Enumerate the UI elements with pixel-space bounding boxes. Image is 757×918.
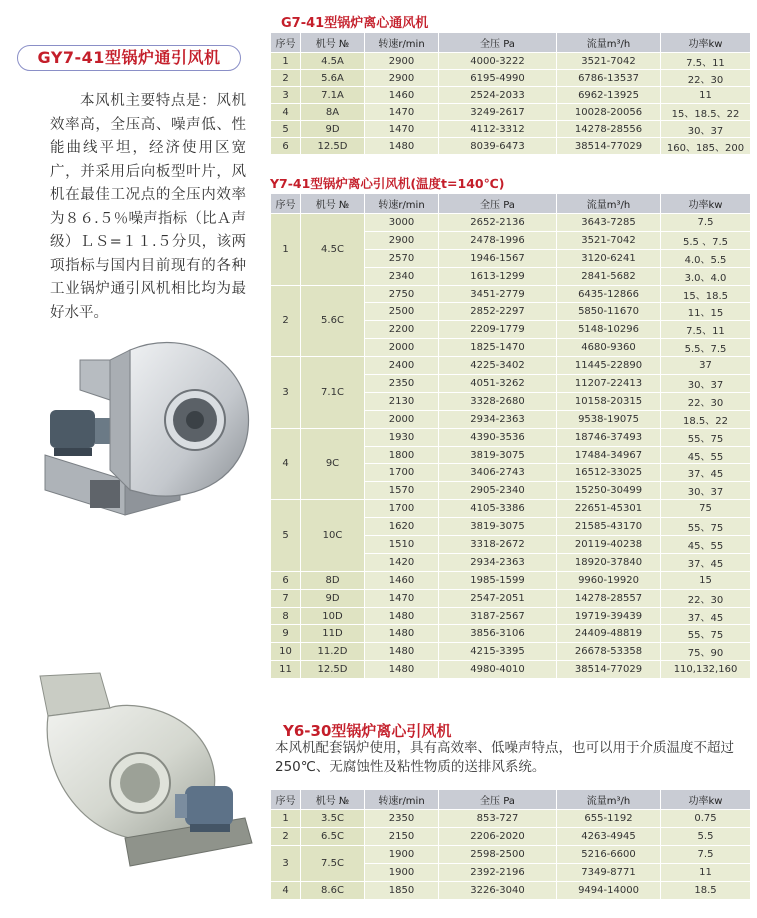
cell-pressure: 3226-3040 (439, 882, 557, 900)
cell-power: 37、45 (661, 553, 751, 571)
table3-title: Y6-30型锅炉离心引风机 (283, 722, 452, 740)
cell-power: 5.5 、7.5 (661, 231, 751, 249)
header-speed: 转速r/min (365, 33, 439, 53)
product-description-text: 本风机主要特点是：风机效率高，全压高、噪声低、性能曲线平坦，经济使用区宽广，并采用后向板型叶片，风机在最佳工况点的全压内效率为８６.５％噪声指标（比Ａ声级）ＬＳ=１１.５分贝，该两项指标与国内目前现有的各种工业锅炉通引风机相比均为最好水平。 (50, 93, 246, 321)
cell-index: 6 (271, 571, 301, 589)
cell-index: 4 (271, 882, 301, 900)
table3-description-text: 本风机配套锅炉使用，具有高效率、低噪声特点，也可以用于介质温度不超过250℃、无腐蚀性及粘性物质的送排风系统。 (275, 740, 734, 775)
cell-model: 5.6A (301, 70, 365, 87)
cell-power: 11 (661, 864, 751, 882)
cell-speed: 1930 (365, 428, 439, 446)
cell-flow: 11445-22890 (557, 357, 661, 375)
cell-flow: 3643-7285 (557, 214, 661, 232)
cell-speed: 1900 (365, 864, 439, 882)
cell-model: 12.5D (301, 661, 365, 679)
cell-speed: 1900 (365, 846, 439, 864)
header-index: 序号 (271, 194, 301, 214)
y7-41-spec-table (270, 193, 751, 679)
cell-model: 4.5C (301, 214, 365, 286)
cell-pressure: 3249-2617 (439, 104, 557, 121)
table-row (271, 607, 751, 625)
cell-flow: 9538-19075 (557, 410, 661, 428)
cell-power: 18.5、22 (661, 410, 751, 428)
cell-index: 3 (271, 357, 301, 429)
cell-power: 15、18.5 (661, 285, 751, 303)
cell-flow: 19719-39439 (557, 607, 661, 625)
centrifugal-fan-side-motor-icon (30, 668, 260, 868)
cell-index: 1 (271, 53, 301, 70)
cell-pressure: 3451-2779 (439, 285, 557, 303)
cell-index: 1 (271, 810, 301, 828)
header-speed: 转速r/min (365, 790, 439, 810)
table-row (271, 285, 751, 303)
cell-model: 5.6C (301, 285, 365, 357)
table-row (271, 428, 751, 446)
cell-flow: 655-1192 (557, 810, 661, 828)
table-row (271, 810, 751, 828)
cell-model: 6.5C (301, 828, 365, 846)
cell-power: 30、37 (661, 375, 751, 393)
cell-pressure: 4980-4010 (439, 661, 557, 679)
table-row (271, 214, 751, 232)
header-model: 机号 № (301, 194, 365, 214)
header-power: 功率kw (661, 33, 751, 53)
header-flow: 流量m³/h (557, 790, 661, 810)
cell-speed: 2000 (365, 339, 439, 357)
cell-power: 18.5 (661, 882, 751, 900)
cell-model: 8A (301, 104, 365, 121)
header-pressure: 全压 Pa (439, 194, 557, 214)
cell-flow: 9960-19920 (557, 571, 661, 589)
cell-pressure: 2206-2020 (439, 828, 557, 846)
cell-model: 11.2D (301, 643, 365, 661)
cell-speed: 2340 (365, 267, 439, 285)
cell-pressure: 4225-3402 (439, 357, 557, 375)
cell-speed: 2000 (365, 410, 439, 428)
cell-power: 15 (661, 571, 751, 589)
cell-speed: 1700 (365, 500, 439, 518)
cell-index: 11 (271, 661, 301, 679)
cell-model: 12.5D (301, 138, 365, 155)
cell-pressure: 2524-2033 (439, 87, 557, 104)
cell-flow: 15250-30499 (557, 482, 661, 500)
table-row (271, 846, 751, 864)
cell-pressure: 1825-1470 (439, 339, 557, 357)
cell-speed: 2500 (365, 303, 439, 321)
cell-speed: 1480 (365, 661, 439, 679)
cell-flow: 24409-48819 (557, 625, 661, 643)
cell-speed: 1510 (365, 536, 439, 554)
cell-speed: 2200 (365, 321, 439, 339)
cell-power: 45、55 (661, 536, 751, 554)
cell-flow: 11207-22413 (557, 375, 661, 393)
table-row (271, 87, 751, 104)
cell-power: 7.5 (661, 214, 751, 232)
cell-flow: 4680-9360 (557, 339, 661, 357)
cell-flow: 6435-12866 (557, 285, 661, 303)
cell-flow: 17484-34967 (557, 446, 661, 464)
cell-speed: 2900 (365, 70, 439, 87)
header-index: 序号 (271, 790, 301, 810)
cell-model: 8D (301, 571, 365, 589)
cell-speed: 1800 (365, 446, 439, 464)
cell-pressure: 3187-2567 (439, 607, 557, 625)
table-row (271, 571, 751, 589)
cell-speed: 1480 (365, 607, 439, 625)
table-row (271, 661, 751, 679)
cell-speed: 1620 (365, 518, 439, 536)
cell-speed: 2350 (365, 810, 439, 828)
table1-title: G7-41型锅炉离心通风机 (281, 16, 429, 31)
cell-pressure: 3328-2680 (439, 392, 557, 410)
header-model: 机号 № (301, 790, 365, 810)
cell-speed: 2900 (365, 231, 439, 249)
cell-index: 10 (271, 643, 301, 661)
cell-pressure: 2547-2051 (439, 589, 557, 607)
cell-flow: 7349-8771 (557, 864, 661, 882)
table-row (271, 357, 751, 375)
cell-speed: 2130 (365, 392, 439, 410)
cell-flow: 2841-5682 (557, 267, 661, 285)
cell-pressure: 6195-4990 (439, 70, 557, 87)
cell-model: 10D (301, 607, 365, 625)
cell-speed: 1470 (365, 589, 439, 607)
cell-index: 5 (271, 500, 301, 572)
header-speed: 转速r/min (365, 194, 439, 214)
y6-30-spec-table (270, 789, 751, 900)
cell-speed: 2150 (365, 828, 439, 846)
header-index: 序号 (271, 33, 301, 53)
g7-41-spec-table (270, 32, 751, 155)
cell-flow: 26678-53358 (557, 643, 661, 661)
table-row (271, 104, 751, 121)
cell-flow: 6962-13925 (557, 87, 661, 104)
cell-power: 7.5、11 (661, 53, 751, 70)
cell-power: 4.0、5.5 (661, 249, 751, 267)
table-row (271, 53, 751, 70)
header-power: 功率kw (661, 194, 751, 214)
cell-power: 15、18.5、22 (661, 104, 751, 121)
cell-pressure: 2392-2196 (439, 864, 557, 882)
cell-pressure: 2934-2363 (439, 410, 557, 428)
cell-model: 7.1A (301, 87, 365, 104)
cell-index: 4 (271, 104, 301, 121)
cell-flow: 18920-37840 (557, 553, 661, 571)
cell-index: 5 (271, 121, 301, 138)
cell-pressure: 1985-1599 (439, 571, 557, 589)
cell-pressure: 2934-2363 (439, 553, 557, 571)
cell-power: 5.5、7.5 (661, 339, 751, 357)
cell-speed: 1700 (365, 464, 439, 482)
cell-pressure: 853-727 (439, 810, 557, 828)
table-row (271, 138, 751, 155)
cell-power: 55、75 (661, 518, 751, 536)
cell-index: 2 (271, 70, 301, 87)
cell-model: 4.5A (301, 53, 365, 70)
cell-index: 4 (271, 428, 301, 500)
cell-speed: 2400 (365, 357, 439, 375)
cell-flow: 5850-11670 (557, 303, 661, 321)
cell-pressure: 4390-3536 (439, 428, 557, 446)
cell-speed: 1480 (365, 643, 439, 661)
cell-flow: 5148-10296 (557, 321, 661, 339)
cell-speed: 1570 (365, 482, 439, 500)
cell-speed: 1850 (365, 882, 439, 900)
cell-flow: 14278-28556 (557, 121, 661, 138)
cell-index: 6 (271, 138, 301, 155)
cell-flow: 16512-33025 (557, 464, 661, 482)
cell-model: 3.5C (301, 810, 365, 828)
header-pressure: 全压 Pa (439, 790, 557, 810)
header-flow: 流量m³/h (557, 194, 661, 214)
cell-model: 11D (301, 625, 365, 643)
cell-flow: 9494-14000 (557, 882, 661, 900)
table-row (271, 643, 751, 661)
cell-power: 7.5 (661, 846, 751, 864)
cell-pressure: 1946-1567 (439, 249, 557, 267)
cell-pressure: 2852-2297 (439, 303, 557, 321)
cell-index: 2 (271, 285, 301, 357)
cell-index: 9 (271, 625, 301, 643)
cell-pressure: 8039-6473 (439, 138, 557, 155)
cell-flow: 18746-37493 (557, 428, 661, 446)
header-pressure: 全压 Pa (439, 33, 557, 53)
cell-index: 1 (271, 214, 301, 286)
cell-power: 22、30 (661, 589, 751, 607)
cell-index: 3 (271, 87, 301, 104)
cell-pressure: 4215-3395 (439, 643, 557, 661)
cell-pressure: 4112-3312 (439, 121, 557, 138)
cell-speed: 2900 (365, 53, 439, 70)
cell-power: 110,132,160 (661, 661, 751, 679)
cell-flow: 10158-20315 (557, 392, 661, 410)
cell-power: 45、55 (661, 446, 751, 464)
cell-speed: 1480 (365, 138, 439, 155)
cell-power: 37、45 (661, 607, 751, 625)
cell-flow: 14278-28557 (557, 589, 661, 607)
cell-speed: 1480 (365, 625, 439, 643)
cell-power: 55、75 (661, 428, 751, 446)
cell-speed: 2750 (365, 285, 439, 303)
cell-pressure: 3406-2743 (439, 464, 557, 482)
centrifugal-fan-with-motor-icon (40, 330, 260, 525)
cell-pressure: 4105-3386 (439, 500, 557, 518)
cell-flow: 6786-13537 (557, 70, 661, 87)
cell-power: 0.75 (661, 810, 751, 828)
product-description (50, 90, 246, 325)
cell-pressure: 3819-3075 (439, 518, 557, 536)
cell-power: 3.0、4.0 (661, 267, 751, 285)
header-flow: 流量m³/h (557, 33, 661, 53)
cell-model: 9C (301, 428, 365, 500)
cell-model: 7.1C (301, 357, 365, 429)
table-row (271, 70, 751, 87)
cell-power: 22、30 (661, 392, 751, 410)
cell-pressure: 1613-1299 (439, 267, 557, 285)
cell-speed: 2570 (365, 249, 439, 267)
cell-speed: 1470 (365, 121, 439, 138)
table3-header-row (271, 790, 751, 810)
cell-flow: 38514-77029 (557, 138, 661, 155)
cell-pressure: 2652-2136 (439, 214, 557, 232)
cell-pressure: 2478-1996 (439, 231, 557, 249)
cell-speed: 3000 (365, 214, 439, 232)
cell-model: 8.6C (301, 882, 365, 900)
cell-power: 11、15 (661, 303, 751, 321)
table-row (271, 500, 751, 518)
cell-speed: 1470 (365, 104, 439, 121)
cell-flow: 3521-7042 (557, 53, 661, 70)
cell-flow: 3521-7042 (557, 231, 661, 249)
table1-header-row (271, 33, 751, 53)
cell-pressure: 3819-3075 (439, 446, 557, 464)
cell-model: 10C (301, 500, 365, 572)
cell-index: 7 (271, 589, 301, 607)
table-row (271, 828, 751, 846)
cell-speed: 1420 (365, 553, 439, 571)
cell-pressure: 4000-3222 (439, 53, 557, 70)
cell-power: 55、75 (661, 625, 751, 643)
cell-power: 37 (661, 357, 751, 375)
cell-pressure: 2598-2500 (439, 846, 557, 864)
table3-body (271, 810, 751, 900)
cell-index: 3 (271, 846, 301, 882)
cell-index: 8 (271, 607, 301, 625)
table-row (271, 121, 751, 138)
cell-power: 75 (661, 500, 751, 518)
cell-power: 160、185、200 (661, 138, 751, 155)
cell-pressure: 3856-3106 (439, 625, 557, 643)
cell-pressure: 2905-2340 (439, 482, 557, 500)
table-row (271, 625, 751, 643)
cell-index: 2 (271, 828, 301, 846)
header-power: 功率kw (661, 790, 751, 810)
cell-power: 75、90 (661, 643, 751, 661)
table-row (271, 882, 751, 900)
cell-flow: 5216-6600 (557, 846, 661, 864)
cell-flow: 4263-4945 (557, 828, 661, 846)
cell-flow: 20119-40238 (557, 536, 661, 554)
cell-power: 7.5、11 (661, 321, 751, 339)
cell-flow: 10028-20056 (557, 104, 661, 121)
cell-power: 11 (661, 87, 751, 104)
cell-flow: 3120-6241 (557, 249, 661, 267)
cell-model: 9D (301, 121, 365, 138)
cell-model: 9D (301, 589, 365, 607)
table2-header-row (271, 194, 751, 214)
product-title: GY7-41型锅炉通引风机 (17, 45, 241, 71)
cell-power: 30、37 (661, 482, 751, 500)
cell-power: 22、30 (661, 70, 751, 87)
cell-flow: 21585-43170 (557, 518, 661, 536)
table2-body (271, 214, 751, 679)
cell-power: 5.5 (661, 828, 751, 846)
cell-flow: 22651-45301 (557, 500, 661, 518)
cell-flow: 38514-77029 (557, 661, 661, 679)
cell-speed: 2350 (365, 375, 439, 393)
cell-speed: 1460 (365, 87, 439, 104)
cell-pressure: 3318-2672 (439, 536, 557, 554)
table2-title: Y7-41型锅炉离心引风机(温度t=140℃) (270, 176, 505, 191)
table-row (271, 589, 751, 607)
header-model: 机号 № (301, 33, 365, 53)
cell-power: 30、37 (661, 121, 751, 138)
cell-pressure: 2209-1779 (439, 321, 557, 339)
cell-speed: 1460 (365, 571, 439, 589)
cell-model: 7.5C (301, 846, 365, 882)
table3-description (275, 739, 750, 777)
cell-pressure: 4051-3262 (439, 375, 557, 393)
table1-body (271, 53, 751, 155)
cell-power: 37、45 (661, 464, 751, 482)
